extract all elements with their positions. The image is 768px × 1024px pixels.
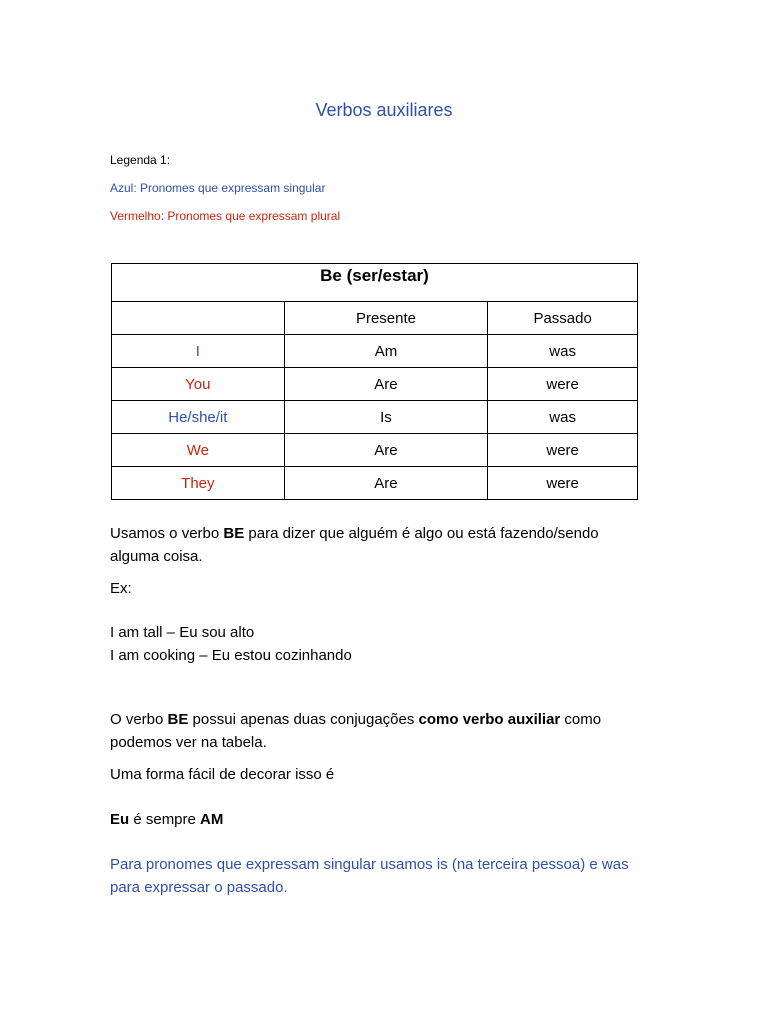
table-row [112,401,638,434]
example-list [110,621,650,667]
bold-span: BE [223,525,245,542]
header-cell-pronoun [112,302,285,335]
table-title-row [112,264,638,302]
example-line: I am cooking – Eu estou cozinhando [110,647,352,664]
bold-span: como verbo auxiliar [418,711,561,728]
pronoun-cell: I [112,335,285,368]
bold-span: Eu [110,811,130,828]
pronoun-cell: He/she/it [112,401,285,434]
present-cell: Are [284,368,488,401]
text-span: é sempre [129,811,201,828]
bold-span: BE [167,711,189,728]
past-cell: were [488,434,638,467]
table-row [112,335,638,368]
present-cell: Are [284,467,488,500]
pronoun-cell: You [112,368,285,401]
header-cell-past: Passado [488,302,638,335]
text-span: Usamos o verbo [110,525,224,542]
past-cell: was [488,335,638,368]
text-span: O verbo [110,711,168,728]
present-cell: Is [284,401,488,434]
pronoun-cell: They [112,467,285,500]
table-row [112,467,638,500]
legend-heading: Legenda 1: [110,153,171,167]
past-cell: were [488,368,638,401]
bold-span: AM [200,811,224,828]
past-cell: were [488,467,638,500]
table-row [112,434,638,467]
text-span: possui apenas duas conjugações [188,711,419,728]
text-span: para dizer que alguém é algo ou está fazendo/sendo alguma coisa. [110,525,599,565]
example-label: Ex: [110,580,132,597]
table-title: Be (ser/estar) [112,264,638,302]
example-line: I am tall – Eu sou alto [110,624,255,641]
present-cell: Are [284,434,488,467]
paragraph-conjugations [110,708,650,754]
legend-blue: Azul: Pronomes que expressam singular [110,181,326,195]
be-conjugation-table [111,263,638,500]
table-header-row [112,302,638,335]
paragraph-be-usage [110,522,650,568]
past-cell: was [488,401,638,434]
text-span: como podemos ver na tabela. [110,711,602,751]
present-cell: Am [284,335,488,368]
paragraph-eu-am [110,808,650,831]
table-row [112,368,638,401]
document-title: Verbos auxiliares [315,100,453,120]
legend-red: Vermelho: Pronomes que expressam plural [110,209,341,223]
paragraph-tip: Uma forma fácil de decorar isso é [110,766,335,783]
header-cell-present: Presente [284,302,488,335]
pronoun-cell: We [112,434,285,467]
paragraph-singular-rule: Para pronomes que expressam singular usamos is (na terceira pessoa) e was para expressar o passado. [110,856,629,896]
